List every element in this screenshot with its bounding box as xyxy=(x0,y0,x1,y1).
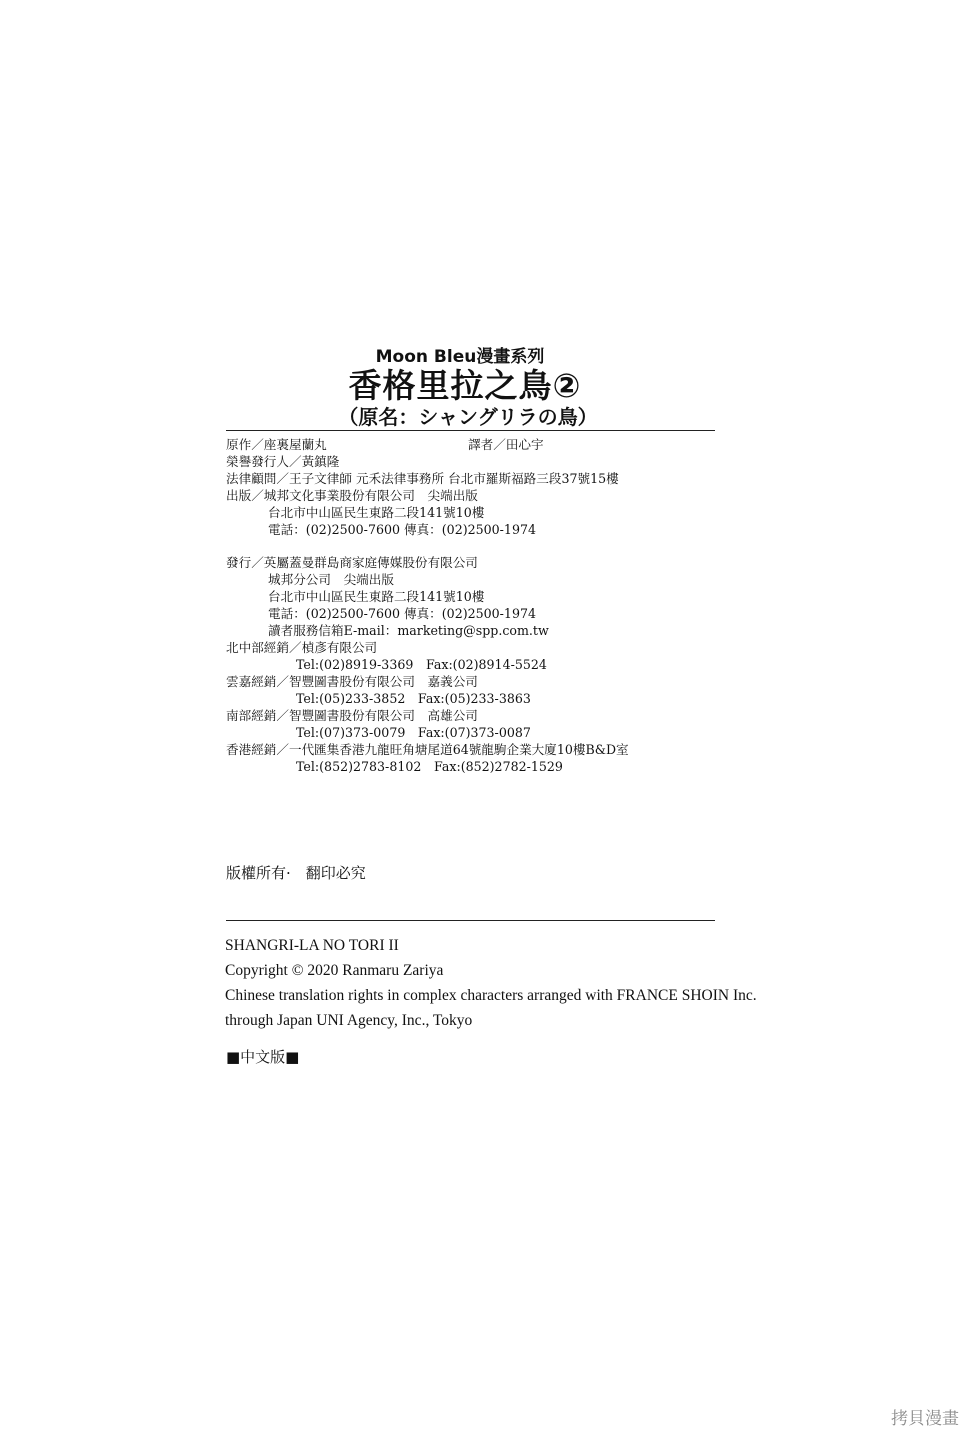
credit-translator: 譯者／田心宇 xyxy=(468,437,544,452)
spacer xyxy=(226,538,726,554)
credits-block xyxy=(226,436,726,775)
watermark: 拷貝漫畫 xyxy=(891,1409,959,1429)
series-name: Moon Bleu漫畫系列 xyxy=(375,347,545,367)
english-agency: through Japan UNI Agency, Inc., Tokyo xyxy=(225,1012,473,1029)
credit-north-contact: Tel:(02)8919-3369 Fax:(02)8914-5524 xyxy=(296,657,547,672)
credit-publisher: 出版／城邦文化事業股份有限公司 尖端出版 xyxy=(226,488,478,503)
credit-distributor-phone: 電話：(02)2500-7600 傳真：(02)2500-1974 xyxy=(268,606,536,621)
english-rights: Chinese translation rights in complex characters arranged with FRANCE SHOIN Inc. xyxy=(225,987,757,1004)
credit-south-distributor: 南部經銷／智豐圖書股份有限公司 高雄公司 xyxy=(226,708,478,723)
original-title: （原名：シャングリラの鳥） xyxy=(338,405,598,429)
credit-legal: 法律顧問／王子文律師 元禾法律事務所 台北市羅斯福路三段37號15樓 xyxy=(226,471,619,486)
credit-author-line xyxy=(226,436,726,453)
credit-author: 原作／座裏屋蘭丸 xyxy=(226,437,327,452)
english-copyright: Copyright © 2020 Ranmaru Zariya xyxy=(225,962,444,979)
credit-north-distributor: 北中部經銷／楨彥有限公司 xyxy=(226,640,378,655)
top-divider xyxy=(226,430,715,431)
english-title: SHANGRI-LA NO TORI II xyxy=(225,937,399,954)
credit-publisher-phone: 電話：(02)2500-7600 傳真：(02)2500-1974 xyxy=(268,522,536,537)
english-copyright-block xyxy=(225,933,785,1033)
credit-yunjia-contact: Tel:(05)233-3852 Fax:(05)233-3863 xyxy=(296,691,531,706)
edition-label: ■中文版■ xyxy=(226,1048,300,1066)
credit-south-contact: Tel:(07)373-0079 Fax:(07)373-0087 xyxy=(296,725,531,740)
copyright-notice: 版權所有· 翻印必究 xyxy=(226,864,366,882)
credit-publisher-address: 台北市中山區民生東路二段141號10樓 xyxy=(268,505,485,520)
credit-distributor-address: 台北市中山區民生東路二段141號10樓 xyxy=(268,589,485,604)
bottom-divider xyxy=(226,920,715,921)
credit-hk-distributor: 香港經銷／一代匯集香港九龍旺角塘尾道64號龍駒企業大廈10樓B&D室 xyxy=(226,742,629,757)
book-title: 香格里拉之鳥② xyxy=(348,366,582,405)
credit-distributor-branch: 城邦分公司 尖端出版 xyxy=(268,572,394,587)
credit-hk-contact: Tel:(852)2783-8102 Fax:(852)2782-1529 xyxy=(296,759,563,774)
credit-distributor: 發行／英屬蓋曼群島商家庭傳媒股份有限公司 xyxy=(226,555,478,570)
credit-honorary-publisher: 榮譽發行人／黃鎮隆 xyxy=(226,454,340,469)
credit-yunjia-distributor: 雲嘉經銷／智豐圖書股份有限公司 嘉義公司 xyxy=(226,674,478,689)
credit-distributor-email: 讀者服務信箱E-mail：marketing@spp.com.tw xyxy=(268,623,549,638)
